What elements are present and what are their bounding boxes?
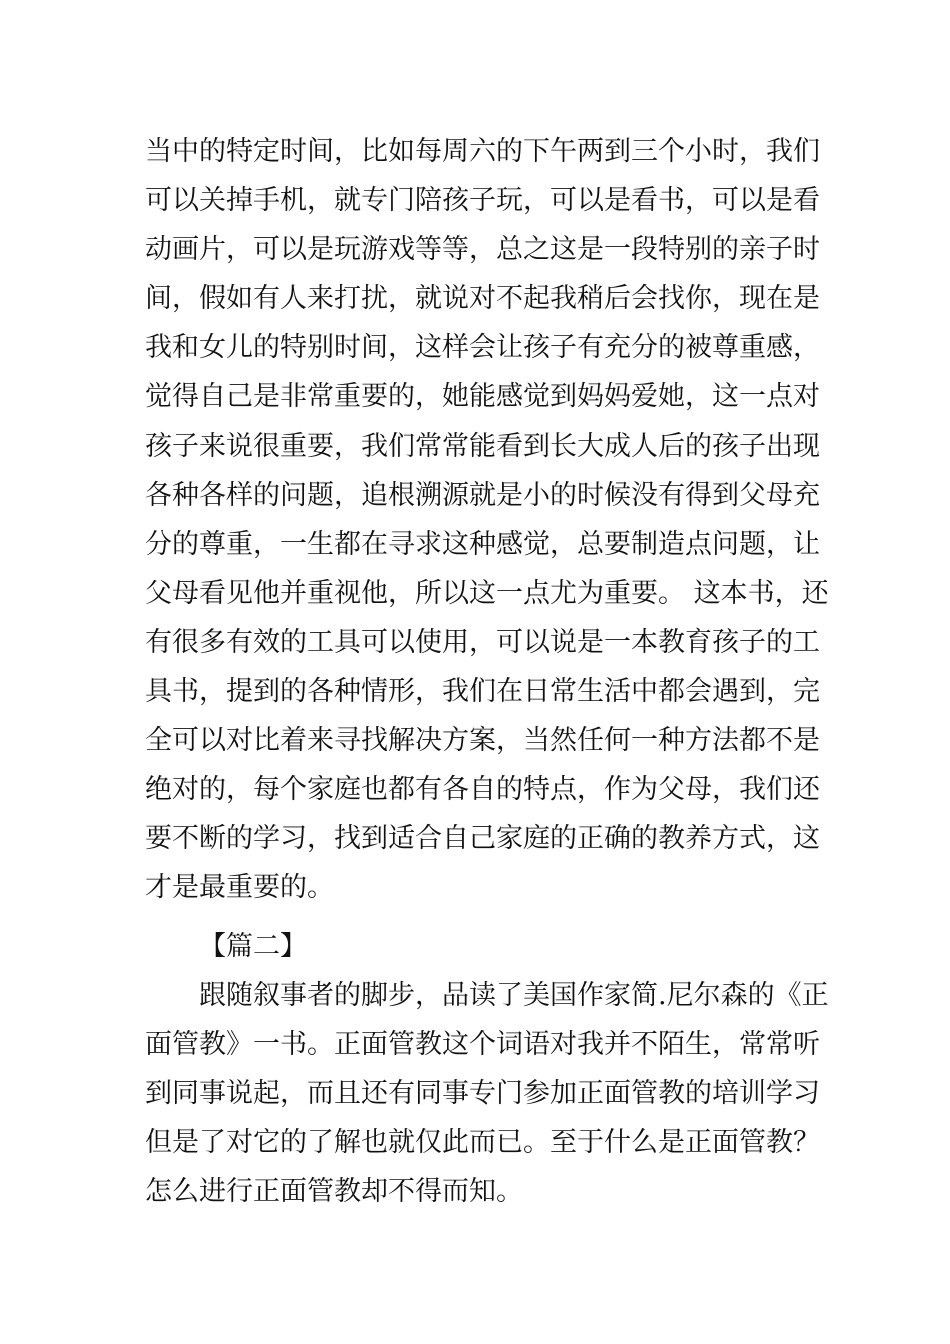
text-line: 具书，提到的各种情形，我们在日常生活中都会遇到，完 xyxy=(145,676,820,708)
text-line: 到同事说起，而且还有同事专门参加正面管教的培训学习 xyxy=(145,1078,820,1110)
text-line: 动画片，可以是玩游戏等等，总之这是一段特别的亲子时 xyxy=(145,234,820,266)
text-line: 要不断的学习，找到适合自己家庭的正确的教养方式，这 xyxy=(145,823,820,855)
text-line: 面管教》一书。正面管教这个词语对我并不陌生，常常听 xyxy=(145,1029,820,1061)
paragraph-1 xyxy=(145,127,829,913)
text-line: 有很多有效的工具可以使用，可以说是一本教育孩子的工 xyxy=(145,626,820,658)
text-line: 但是了对它的了解也就仅此而已。至于什么是正面管教？ xyxy=(145,1127,820,1159)
text-line: 当中的特定时间，比如每周六的下午两到三个小时，我们 xyxy=(145,136,820,167)
text-line: 我和女儿的特别时间，这样会让孩子有充分的被尊重感， xyxy=(145,332,820,364)
text-line: 间，假如有人来打扰，就说对不起我稍后会找你，现在是 xyxy=(145,283,820,315)
text-line: 怎么进行正面管教却不得而知。 xyxy=(145,1176,523,1208)
section-heading: 【篇二】 xyxy=(199,931,307,962)
text-line: 全可以对比着来寻找解决方案，当然任何一种方法都不是 xyxy=(145,725,820,757)
text-line: 绝对的，每个家庭也都有各自的特点，作为父母，我们还 xyxy=(145,774,820,806)
text-line: 才是最重要的。 xyxy=(145,872,334,904)
text-line: 可以关掉手机，就专门陪孩子玩，可以是看书，可以是看 xyxy=(145,185,820,217)
text-line: 父母看见他并重视他，所以这一点尤为重要。 这本书，还 xyxy=(145,577,829,609)
text-line: 跟随叙事者的脚步，品读了美国作家简.尼尔森的《正 xyxy=(199,980,829,1012)
text-line: 各种各样的问题，追根溯源就是小的时候没有得到父母充 xyxy=(145,479,820,511)
text-line: 孩子来说很重要，我们常常能看到长大成人后的孩子出现 xyxy=(145,430,820,462)
text-line: 觉得自己是非常重要的，她能感觉到妈妈爱她，这一点对 xyxy=(145,381,820,413)
text-line: 分的尊重，一生都在寻求这种感觉，总要制造点问题，让 xyxy=(145,528,820,560)
section-two xyxy=(145,922,829,1217)
